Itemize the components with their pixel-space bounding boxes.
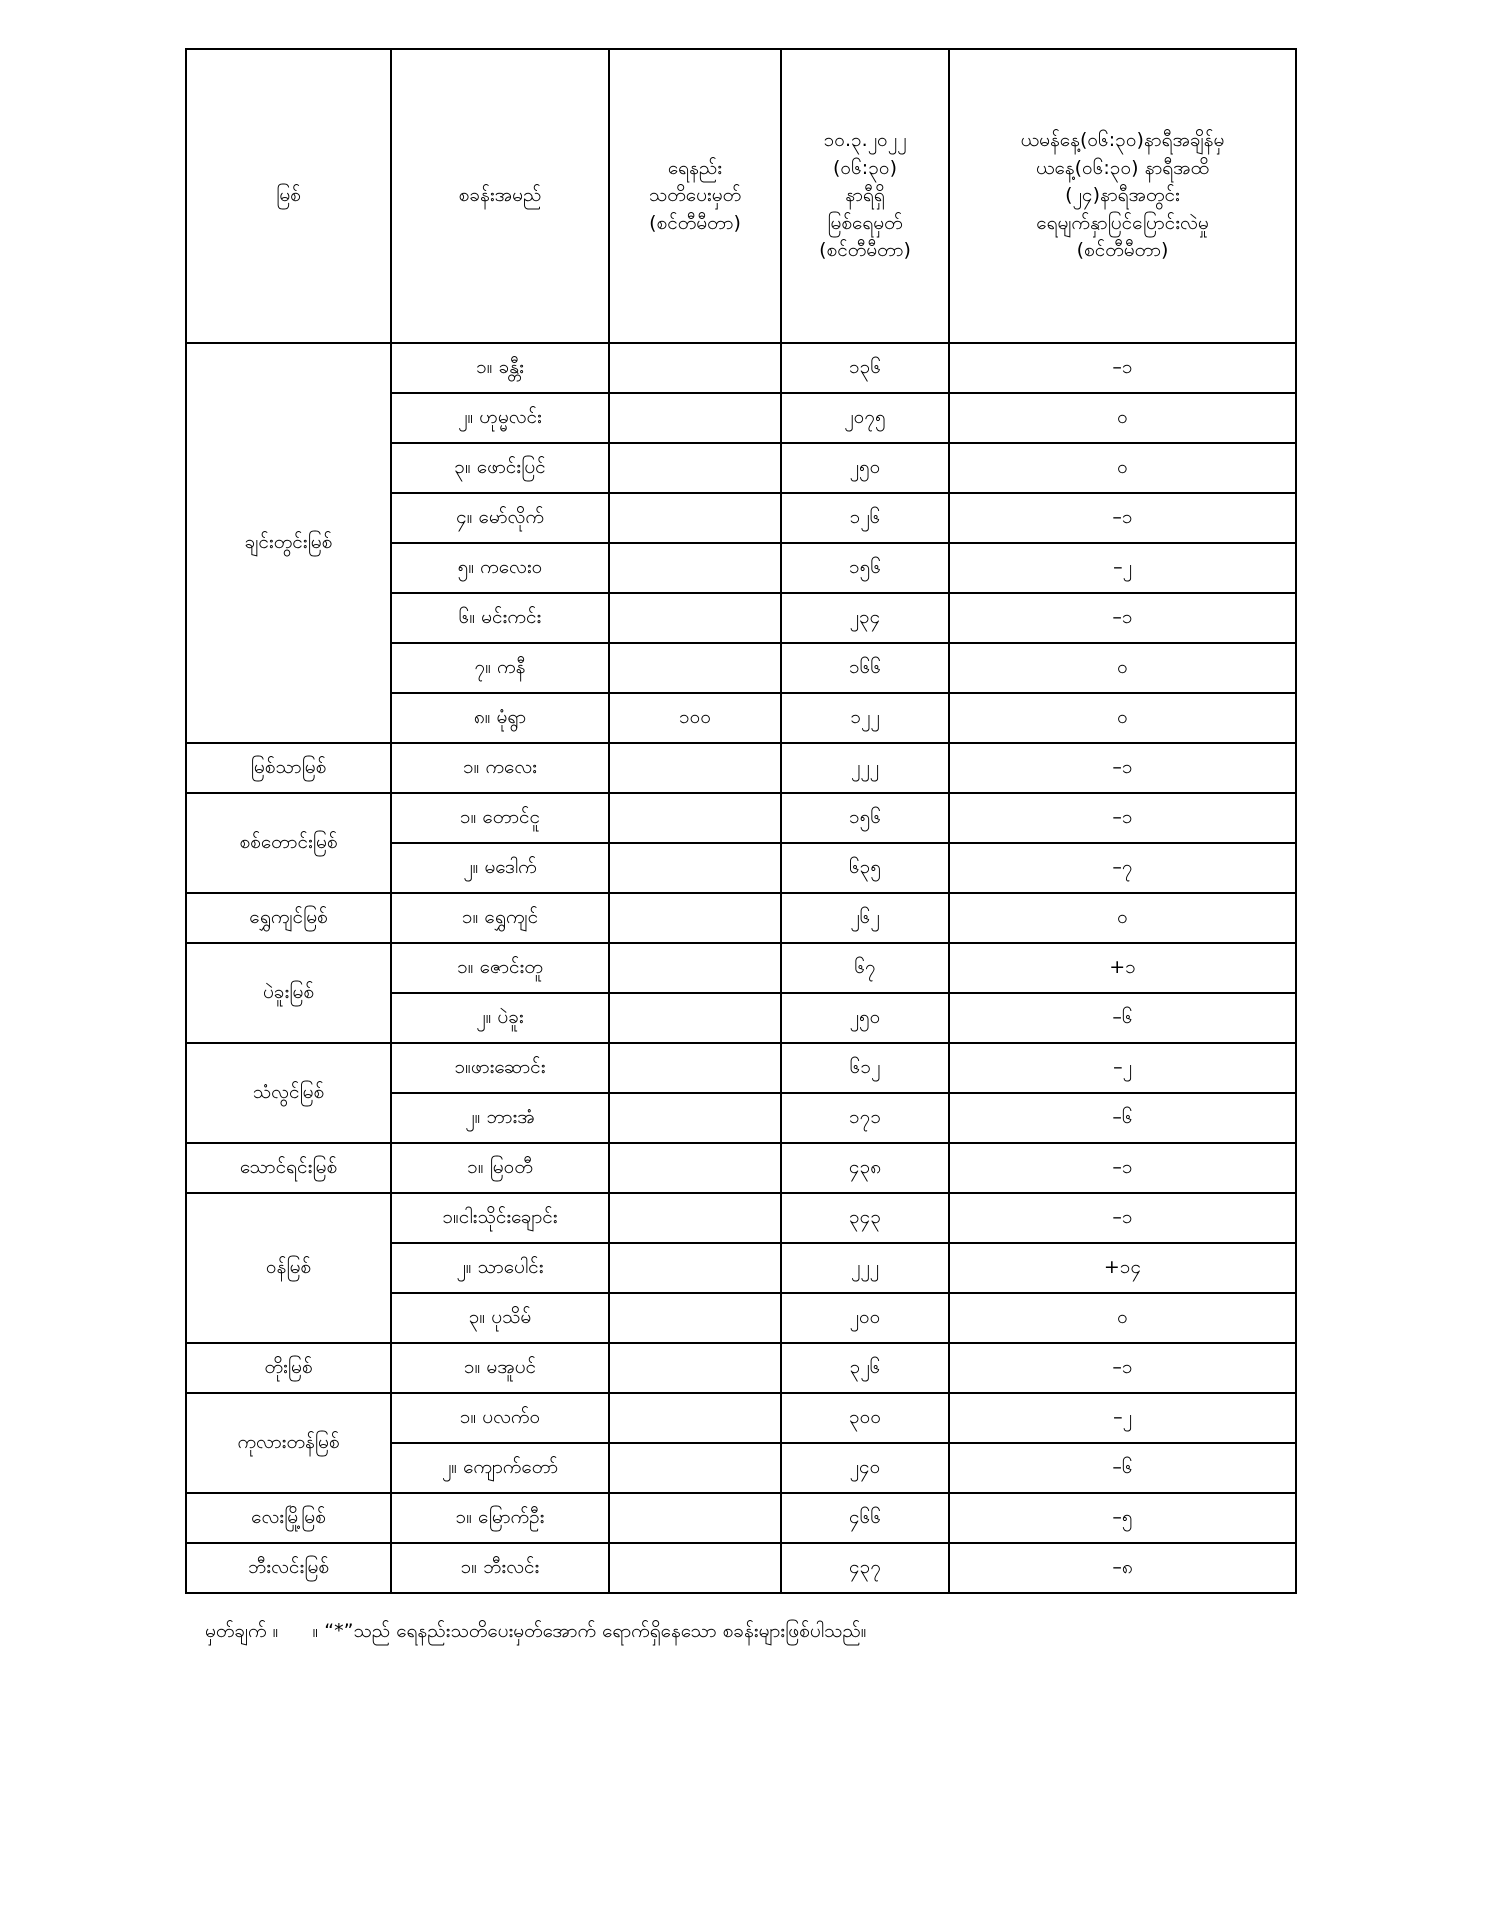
- cell-river: မြစ်သာမြစ်: [186, 743, 391, 793]
- note-label: မှတ်ချက် ။: [205, 1620, 279, 1642]
- cell-warning-level: [609, 343, 781, 393]
- cell-water-level: ၂၆၂: [781, 893, 949, 943]
- table-row: [186, 1393, 1296, 1443]
- cell-river: ရွှေကျင်မြစ်: [186, 893, 391, 943]
- cell-change: –၂: [949, 1043, 1296, 1093]
- table-note: [185, 1616, 1428, 1646]
- table-header: [186, 49, 1296, 343]
- cell-water-level: ၄၆၆: [781, 1493, 949, 1543]
- cell-water-level: ၂၃၄: [781, 593, 949, 643]
- cell-station: ၅။ ကလေးဝ: [391, 543, 609, 593]
- cell-change: ၀: [949, 1293, 1296, 1343]
- cell-change: –၁: [949, 493, 1296, 543]
- cell-station: ၆။ မင်းကင်း: [391, 593, 609, 643]
- cell-river: စစ်တောင်းမြစ်: [186, 793, 391, 893]
- cell-station: ၂။ ကျောက်တော်: [391, 1443, 609, 1493]
- cell-river: ပဲခူးမြစ်: [186, 943, 391, 1043]
- cell-change: –၁: [949, 593, 1296, 643]
- table-row: [186, 1193, 1296, 1243]
- cell-river: ဝန်မြစ်: [186, 1193, 391, 1343]
- cell-change: –၆: [949, 1443, 1296, 1493]
- header-warning-level: ရေနည်း သတိပေးမှတ် (စင်တီမီတာ): [609, 49, 781, 343]
- cell-station: ၁။ ရွှေကျင်: [391, 893, 609, 943]
- header-river: မြစ်: [186, 49, 391, 343]
- cell-water-level: ၁၂၆: [781, 493, 949, 543]
- cell-station: ၁။ မအူပင်: [391, 1343, 609, 1393]
- cell-warning-level: [609, 1443, 781, 1493]
- table-row: [186, 743, 1296, 793]
- table-row: [186, 1043, 1296, 1093]
- cell-water-level: ၂၂၂: [781, 743, 949, 793]
- cell-warning-level: [609, 593, 781, 643]
- table-row: [186, 1543, 1296, 1593]
- cell-water-level: ၆၇: [781, 943, 949, 993]
- cell-warning-level: [609, 893, 781, 943]
- table-row: [186, 793, 1296, 843]
- cell-station: ၂။ မဒေါက်: [391, 843, 609, 893]
- cell-change: –၁: [949, 1143, 1296, 1193]
- cell-station: ၁။ မြောက်ဦး: [391, 1493, 609, 1543]
- cell-station: ၁။ တောင်ငူ: [391, 793, 609, 843]
- cell-water-level: ၆၃၅: [781, 843, 949, 893]
- cell-warning-level: [609, 1043, 781, 1093]
- cell-water-level: ၂၀၇၅: [781, 393, 949, 443]
- cell-station: ၃။ ဖောင်းပြင်: [391, 443, 609, 493]
- cell-change: –၂: [949, 1393, 1296, 1443]
- note-text: ။ “*”သည် ရေနည်းသတိပေးမှတ်အောက် ရောက်ရှိနေသော စခန်းများဖြစ်ပါသည်။: [312, 1620, 867, 1642]
- cell-warning-level: [609, 793, 781, 843]
- cell-water-level: ၂၂၂: [781, 1243, 949, 1293]
- cell-water-level: ၁၇၁: [781, 1093, 949, 1143]
- cell-change: –၁: [949, 793, 1296, 843]
- cell-warning-level: ၁၀၀: [609, 693, 781, 743]
- header-row: [186, 49, 1296, 343]
- cell-water-level: ၆၁၂: [781, 1043, 949, 1093]
- cell-change: ၀: [949, 693, 1296, 743]
- cell-station: ၈။ မုံရွာ: [391, 693, 609, 743]
- cell-station: ၂။ ဘားအံ: [391, 1093, 609, 1143]
- header-station: စခန်းအမည်: [391, 49, 609, 343]
- cell-station: ၁။ ခန္တီး: [391, 343, 609, 393]
- cell-water-level: ၃၀၀: [781, 1393, 949, 1443]
- cell-change: –၆: [949, 993, 1296, 1043]
- cell-warning-level: [609, 1293, 781, 1343]
- cell-station: ၂။ ဟုမ္မလင်း: [391, 393, 609, 443]
- cell-water-level: ၄၃၈: [781, 1143, 949, 1193]
- cell-warning-level: [609, 443, 781, 493]
- cell-water-level: ၁၆၆: [781, 643, 949, 693]
- cell-water-level: ၁၅၆: [781, 793, 949, 843]
- cell-station: ၂။ ပဲခူး: [391, 993, 609, 1043]
- cell-station: ၁။ မြဝတီ: [391, 1143, 609, 1193]
- cell-river: သံလွင်မြစ်: [186, 1043, 391, 1143]
- cell-change: +၁၄: [949, 1243, 1296, 1293]
- cell-change: –၅: [949, 1493, 1296, 1543]
- cell-river: ချင်းတွင်းမြစ်: [186, 343, 391, 743]
- cell-warning-level: [609, 1493, 781, 1543]
- cell-warning-level: [609, 393, 781, 443]
- cell-station: ၇။ ကနီ: [391, 643, 609, 693]
- cell-water-level: ၁၂၂: [781, 693, 949, 743]
- cell-warning-level: [609, 643, 781, 693]
- table-row: [186, 343, 1296, 393]
- cell-warning-level: [609, 543, 781, 593]
- cell-station: ၁။ ပလက်ဝ: [391, 1393, 609, 1443]
- cell-river: တိုးမြစ်: [186, 1343, 391, 1393]
- cell-station: ၁။ဖားဆောင်း: [391, 1043, 609, 1093]
- table-row: [186, 1493, 1296, 1543]
- header-change: ယမန်နေ့(၀၆:၃၀)နာရီအချိန်မှ ယနေ့(၀၆:၃၀) နာရီအထိ (၂၄)နာရီအတွင်း ရေမျက်နှာပြင်ပြောင်းလဲမှု (စင်တီမီတာ): [949, 49, 1296, 343]
- cell-water-level: ၂၅၀: [781, 993, 949, 1043]
- cell-change: –၈: [949, 1543, 1296, 1593]
- cell-change: +၁: [949, 943, 1296, 993]
- table-row: [186, 893, 1296, 943]
- table-row: [186, 1343, 1296, 1393]
- cell-water-level: ၂၀၀: [781, 1293, 949, 1343]
- cell-change: –၇: [949, 843, 1296, 893]
- cell-warning-level: [609, 743, 781, 793]
- cell-station: ၄။ မော်လိုက်: [391, 493, 609, 543]
- river-water-level-table: [185, 48, 1297, 1594]
- cell-water-level: ၄၃၇: [781, 1543, 949, 1593]
- cell-change: ၀: [949, 643, 1296, 693]
- cell-change: –၁: [949, 1193, 1296, 1243]
- cell-change: –၆: [949, 1093, 1296, 1143]
- cell-warning-level: [609, 493, 781, 543]
- cell-warning-level: [609, 1343, 781, 1393]
- cell-warning-level: [609, 1093, 781, 1143]
- cell-water-level: ၁၃၆: [781, 343, 949, 393]
- cell-river: သောင်ရင်းမြစ်: [186, 1143, 391, 1193]
- table-body: [186, 343, 1296, 1593]
- table-row: [186, 943, 1296, 993]
- cell-warning-level: [609, 943, 781, 993]
- cell-water-level: ၃၂၆: [781, 1343, 949, 1393]
- header-water-level: ၁၀.၃.၂၀၂၂ (၀၆:၃၀) နာရီရှိ မြစ်ရေမှတ် (စင်တီမီတာ): [781, 49, 949, 343]
- cell-change: –၂: [949, 543, 1296, 593]
- cell-station: ၁။ငါးသိုင်းချောင်း: [391, 1193, 609, 1243]
- cell-warning-level: [609, 843, 781, 893]
- cell-station: ၁။ ဘီးလင်း: [391, 1543, 609, 1593]
- cell-river: ဘီးလင်းမြစ်: [186, 1543, 391, 1593]
- cell-station: ၃။ ပုသိမ်: [391, 1293, 609, 1343]
- cell-warning-level: [609, 1193, 781, 1243]
- cell-water-level: ၂၅၀: [781, 443, 949, 493]
- cell-change: –၁: [949, 743, 1296, 793]
- cell-warning-level: [609, 1393, 781, 1443]
- cell-river: ကုလားတန်မြစ်: [186, 1393, 391, 1493]
- cell-change: –၁: [949, 343, 1296, 393]
- cell-water-level: ၃၄၃: [781, 1193, 949, 1243]
- cell-warning-level: [609, 1543, 781, 1593]
- table-row: [186, 1143, 1296, 1193]
- cell-warning-level: [609, 993, 781, 1043]
- cell-station: ၁။ ကလေး: [391, 743, 609, 793]
- cell-change: ၀: [949, 443, 1296, 493]
- cell-river: လေးမြို့မြစ်: [186, 1493, 391, 1543]
- cell-station: ၂။ သာပေါင်း: [391, 1243, 609, 1293]
- cell-change: ၀: [949, 893, 1296, 943]
- cell-station: ၁။ ဇောင်းတူ: [391, 943, 609, 993]
- cell-water-level: ၁၅၆: [781, 543, 949, 593]
- cell-warning-level: [609, 1243, 781, 1293]
- cell-warning-level: [609, 1143, 781, 1193]
- cell-change: ၀: [949, 393, 1296, 443]
- cell-change: –၁: [949, 1343, 1296, 1393]
- cell-water-level: ၂၄၀: [781, 1443, 949, 1493]
